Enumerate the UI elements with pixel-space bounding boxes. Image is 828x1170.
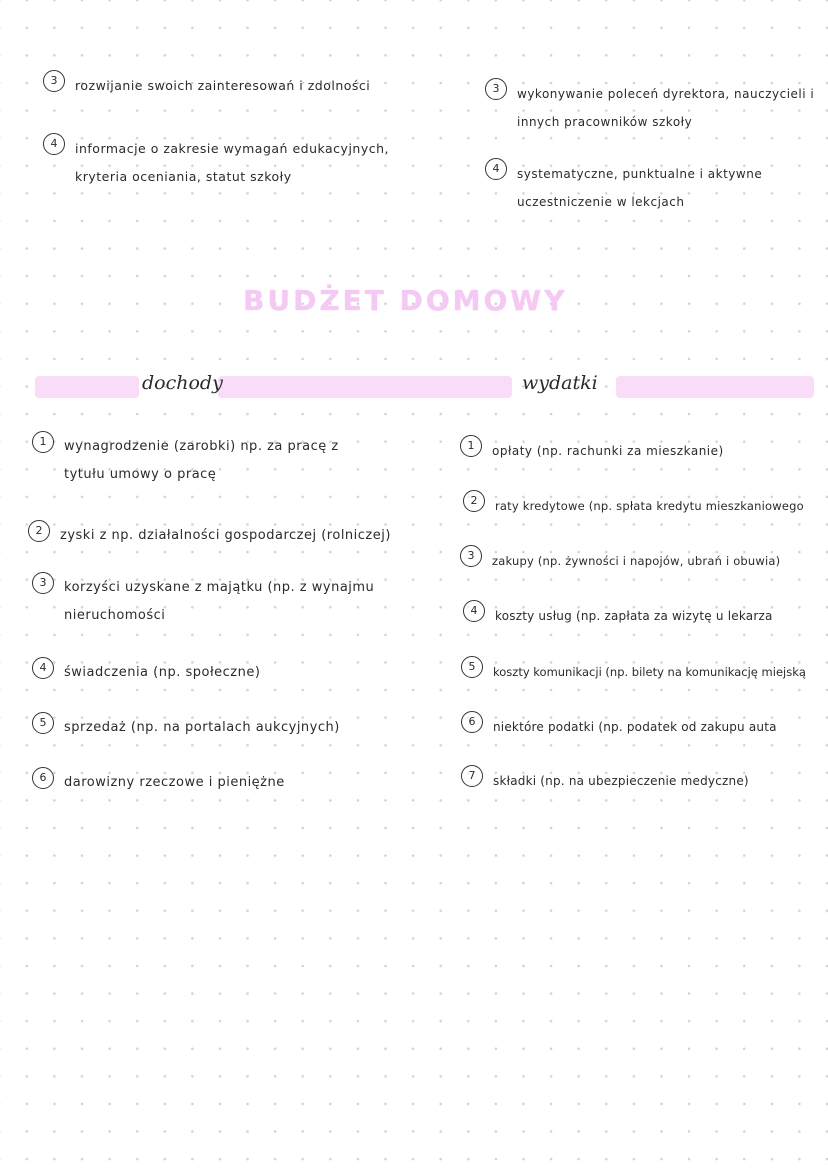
item-number: 1 bbox=[32, 431, 54, 453]
item-text: systematyczne, punktualne i aktywne uczestniczenie w lekcjach bbox=[517, 167, 763, 209]
item-text: zyski z np. działalności gospodarczej (rolniczej) bbox=[60, 528, 391, 543]
item-text: składki (np. na ubezpieczenie medyczne) bbox=[493, 774, 749, 788]
item-text: opłaty (np. rachunki za mieszkanie) bbox=[492, 444, 724, 458]
item-text: niektóre podatki (np. podatek od zakupu auta bbox=[493, 720, 777, 734]
item-text: świadczenia (np. społeczne) bbox=[64, 665, 261, 680]
income-item bbox=[28, 522, 428, 550]
item-number: 6 bbox=[32, 767, 54, 789]
list-item bbox=[485, 160, 805, 216]
income-item bbox=[32, 433, 377, 489]
item-text: wykonywanie poleceń dyrektora, nauczycieli i innych pracowników szkoły bbox=[517, 87, 815, 129]
item-number: 4 bbox=[485, 158, 507, 180]
income-item bbox=[32, 769, 412, 797]
list-item bbox=[485, 80, 820, 136]
item-text: koszty komunikacji (np. bilety na komunikację miejską bbox=[493, 665, 806, 679]
item-text: korzyści uzyskane z majątku (np. z wynajmu nieruchomości bbox=[64, 580, 375, 623]
item-number: 7 bbox=[461, 765, 483, 787]
expense-item bbox=[461, 658, 823, 686]
income-item bbox=[32, 574, 412, 630]
item-number: 4 bbox=[43, 133, 65, 155]
income-item bbox=[32, 714, 412, 742]
list-item bbox=[43, 135, 443, 191]
header-highlight-left bbox=[35, 376, 139, 398]
item-text: sprzedaż (np. na portalach aukcyjnych) bbox=[64, 720, 340, 735]
item-number: 1 bbox=[460, 435, 482, 457]
page-title: BUDŻET DOMOWY bbox=[243, 284, 568, 317]
expense-item bbox=[461, 713, 823, 741]
item-number: 6 bbox=[461, 711, 483, 733]
item-number: 2 bbox=[28, 520, 50, 542]
item-number: 3 bbox=[485, 78, 507, 100]
item-text: raty kredytowe (np. spłata kredytu mieszkaniowego bbox=[495, 499, 804, 513]
item-text: rozwijanie swoich zainteresowań i zdolności bbox=[75, 78, 371, 93]
item-text: zakupy (np. żywności i napojów, ubrań i obuwia) bbox=[492, 554, 781, 568]
expenses-heading: wydatki bbox=[522, 372, 598, 394]
item-text: informacje o zakresie wymagań edukacyjnych, kryteria oceniania, statut szkoły bbox=[75, 141, 389, 184]
item-number: 3 bbox=[32, 572, 54, 594]
item-text: wynagrodzenie (zarobki) np. za pracę z tytułu umowy o pracę bbox=[64, 439, 339, 482]
item-number: 4 bbox=[463, 600, 485, 622]
expense-item bbox=[463, 492, 823, 520]
list-item bbox=[43, 72, 423, 100]
header-highlight-middle bbox=[218, 376, 512, 398]
expense-item bbox=[461, 767, 821, 795]
item-number: 5 bbox=[32, 712, 54, 734]
header-highlight-right bbox=[616, 376, 814, 398]
item-number: 5 bbox=[461, 656, 483, 678]
item-number: 2 bbox=[463, 490, 485, 512]
item-number: 3 bbox=[43, 70, 65, 92]
income-heading: dochody bbox=[142, 372, 223, 394]
item-text: darowizny rzeczowe i pieniężne bbox=[64, 775, 285, 790]
expense-item bbox=[460, 437, 820, 465]
item-number: 3 bbox=[460, 545, 482, 567]
income-item bbox=[32, 659, 412, 687]
expense-item bbox=[460, 547, 820, 575]
item-text: koszty usług (np. zapłata za wizytę u lekarza bbox=[495, 609, 773, 623]
item-number: 4 bbox=[32, 657, 54, 679]
expense-item bbox=[463, 602, 823, 630]
